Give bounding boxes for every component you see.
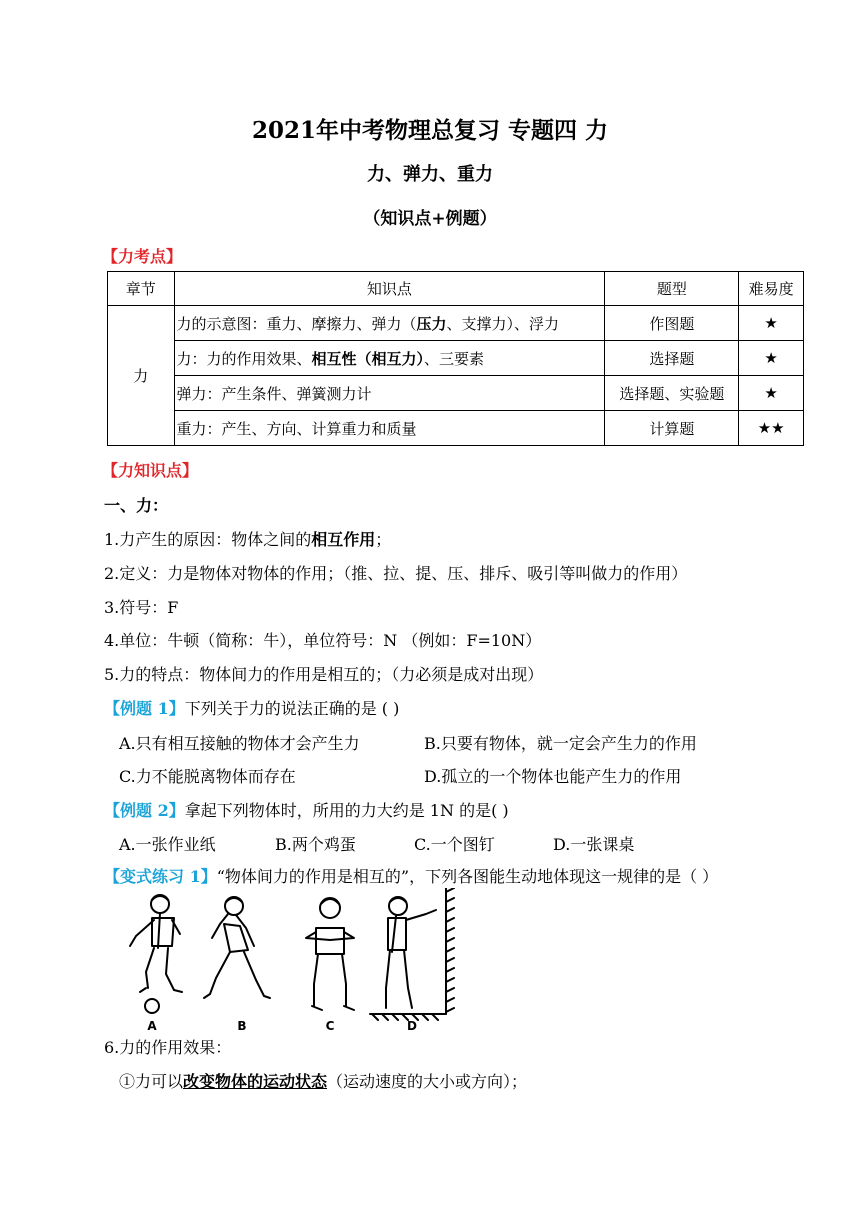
exam-points-table (107, 271, 804, 446)
page-subtitle-2: （知识点+例题） (363, 209, 497, 229)
table-header: 知识点 (174, 272, 605, 306)
item-5: 5.力的特点：物体间力的作用是相互的；（力必须是成对出现） (104, 665, 544, 684)
example-1-option-b: B.只要有物体，就一定会产生力的作用 (424, 734, 697, 753)
example-2: 【例题 2】拿起下列物体时，所用的力大约是 1N 的是( ) (104, 801, 509, 820)
example-2-option-a: A.一张作业纸 (119, 835, 216, 854)
section-exam-points: 【力考点】 (102, 247, 183, 266)
example-2-option-c: C.一个图钉 (414, 835, 495, 854)
table-row (108, 376, 804, 411)
example-1-option-d: D.孤立的一个物体也能产生力的作用 (424, 767, 682, 786)
figure-label-d: D (407, 1019, 417, 1033)
knowledge-cell: 弹力：产生条件、弹簧测力计 (174, 376, 605, 411)
table-row (108, 341, 804, 376)
level-cell: ★ (739, 376, 804, 411)
type-cell: 选择题 (605, 341, 739, 376)
example-1: 【例题 1】下列关于力的说法正确的是 ( ) (104, 699, 400, 718)
type-cell: 计算题 (605, 411, 739, 446)
level-cell: ★★ (739, 411, 804, 446)
part1-title: 一、力： (104, 496, 169, 515)
page-title: 2021年中考物理总复习 专题四 力 (251, 117, 609, 144)
example-2-option-d: D.一张课桌 (553, 835, 635, 854)
figure-label-c: C (325, 1019, 335, 1033)
level-cell: ★ (739, 341, 804, 376)
force-illustration-figure (116, 888, 466, 1034)
item-6-title: 6.力的作用效果： (104, 1038, 232, 1057)
item-4: 4.单位：牛顿（简称：牛），单位符号：N （例如：F=10N） (104, 631, 542, 650)
knowledge-cell: 力的示意图：重力、摩擦力、弹力（压力、支撑力）、浮力 (174, 306, 605, 341)
practice-1: 【变式练习 1】“物体间力的作用是相互的”，下列各图能生动地体现这一规律的是（ ） (104, 867, 719, 886)
table-header: 难易度 (739, 272, 804, 306)
table-row (108, 411, 804, 446)
example-1-option-c: C.力不能脱离物体而存在 (119, 767, 296, 786)
level-cell: ★ (739, 306, 804, 341)
figure-b-leaning-person (204, 897, 270, 998)
table-header: 题型 (605, 272, 739, 306)
figure-label-b: B (237, 1019, 247, 1033)
section-knowledge-points: 【力知识点】 (102, 461, 199, 480)
example-1-option-a: A.只有相互接触的物体才会产生力 (119, 734, 360, 753)
example-2-option-b: B.两个鸡蛋 (275, 835, 356, 854)
type-cell: 作图题 (605, 306, 739, 341)
knowledge-cell: 力：力的作用效果、相互性（相互力）、三要素 (174, 341, 605, 376)
item-2: 2.定义：力是物体对物体的作用；（推、拉、提、压、排斥、吸引等叫做力的作用） (104, 564, 688, 583)
figure-d-pushing-wall (370, 888, 454, 1020)
table-header-row (108, 272, 804, 306)
chapter-cell: 力 (108, 306, 175, 446)
page-subtitle: 力、弹力、重力 (367, 164, 493, 185)
table-row (108, 306, 804, 341)
figure-c-pressing-hands (306, 898, 354, 1010)
knowledge-cell: 重力：产生、方向、计算重力和质量 (174, 411, 605, 446)
figure-label-a: A (147, 1019, 157, 1033)
item-1: 1.力产生的原因：物体之间的相互作用； (104, 530, 392, 549)
type-cell: 选择题、实验题 (605, 376, 739, 411)
item-3: 3.符号：F (104, 598, 179, 617)
item-6-effect-1: ①力可以改变物体的运动状态（运动速度的大小或方向）； (119, 1072, 528, 1091)
table-header: 章节 (108, 272, 175, 306)
figure-a-kicking-ball (130, 895, 182, 1013)
